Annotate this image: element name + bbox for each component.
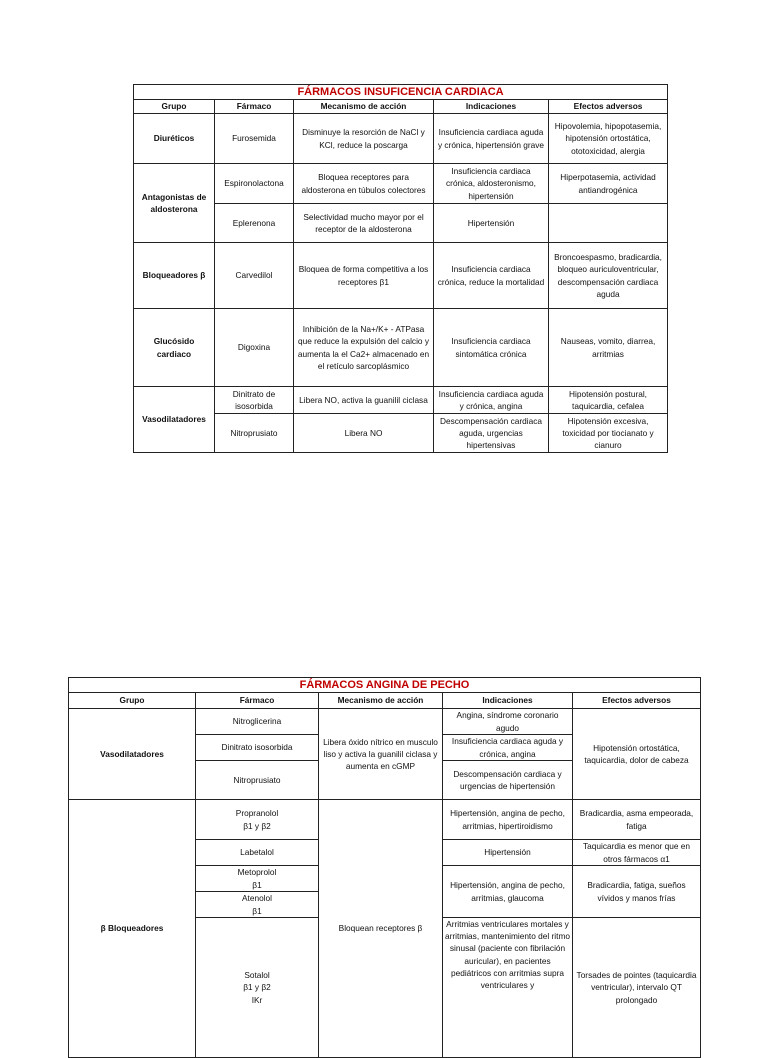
mechanism-cell: Inhibición de la Na+/K+ - ATPasa que reduce la expulsión del calcio y aumenta la el Ca2+ almacenado en el retículo sarcoplásmico	[294, 309, 434, 387]
header-efectos: Efectos adversos	[573, 693, 701, 709]
mechanism-cell: Libera óxido nítrico en musculo liso y activa la guanilil ciclasa y aumenta en cGMP	[319, 709, 443, 800]
drug-cell: Dinitrato de isosorbida	[215, 387, 294, 414]
indications-cell: Descompensación cardiaca y urgencias de hipertensión	[443, 761, 573, 800]
adverse-effects-cell: Bradicardia, asma empeorada, fatiga	[573, 800, 701, 840]
table-row	[134, 243, 668, 309]
table-row	[134, 387, 668, 414]
adverse-effects-cell: Taquicardia es menor que en otros fármacos α1	[573, 840, 701, 866]
table-row	[134, 164, 668, 204]
drug-cell: Espironolactona	[215, 164, 294, 204]
indications-cell: Insuficiencia cardiaca aguda y crónica, hipertensión grave	[434, 114, 549, 164]
drug-cell: Atenolol β1	[196, 892, 319, 918]
drug-cell: Carvedilol	[215, 243, 294, 309]
indications-cell: Insuficiencia cardiaca aguda y crónica, angina	[434, 387, 549, 414]
indications-cell: Insuficiencia cardiaca aguda y crónica, angina	[443, 735, 573, 761]
indications-cell: Hipertensión, angina de pecho, arritmias, glaucoma	[443, 866, 573, 918]
adverse-effects-cell: Nauseas, vomito, diarrea, arritmias	[549, 309, 668, 387]
mechanism-cell: Libera NO	[294, 414, 434, 453]
group-cell: Vasodilatadores	[134, 387, 215, 453]
table-row	[134, 414, 668, 453]
group-cell: Vasodilatadores	[69, 709, 196, 800]
adverse-effects-cell: Hipotensión postural, taquicardia, cefalea	[549, 387, 668, 414]
mechanism-cell: Disminuye la resorción de NaCl y KCl, reduce la poscarga	[294, 114, 434, 164]
mechanism-cell: Bloquea receptores para aldosterona en túbulos colectores	[294, 164, 434, 204]
drug-cell: Nitroprusiato	[215, 414, 294, 453]
adverse-effects-cell: Broncoespasmo, bradicardia, bloqueo auriculoventricular, descompensación cardiaca aguda	[549, 243, 668, 309]
adverse-effects-cell: Hipotensión excesiva, toxicidad por tiocianato y cianuro	[549, 414, 668, 453]
group-cell: Antagonistas de aldosterona	[134, 164, 215, 243]
indications-cell: Insuficiencia cardiaca sintomática crónica	[434, 309, 549, 387]
adverse-effects-cell: Bradicardia, fatiga, sueños vívidos y manos frías	[573, 866, 701, 918]
drug-cell: Propranolol β1 y β2	[196, 800, 319, 840]
header-grupo: Grupo	[134, 100, 215, 114]
indications-cell: Descompensación cardiaca aguda, urgencias hipertensivas	[434, 414, 549, 453]
drug-cell: Labetalol	[196, 840, 319, 866]
header-farmaco: Fármaco	[196, 693, 319, 709]
drug-cell: Eplerenona	[215, 204, 294, 243]
table-row	[69, 800, 701, 840]
drug-cell: Furosemida	[215, 114, 294, 164]
mechanism-cell: Bloquea de forma competitiva a los receptores β1	[294, 243, 434, 309]
group-cell: Bloqueadores β	[134, 243, 215, 309]
drug-cell: Nitroglicerina	[196, 709, 319, 735]
group-cell: Glucósido cardiaco	[134, 309, 215, 387]
table-title: FÁRMACOS ANGINA DE PECHO	[69, 678, 701, 693]
drug-cell: Sotalol β1 y β2 IKr	[196, 918, 319, 1058]
mechanism-cell: Libera NO, activa la guanilil ciclasa	[294, 387, 434, 414]
header-indicaciones: Indicaciones	[443, 693, 573, 709]
adverse-effects-cell	[549, 204, 668, 243]
adverse-effects-cell: Torsades de pointes (taquicardia ventricular), intervalo QT prolongado	[573, 918, 701, 1058]
table-row	[134, 114, 668, 164]
table-row	[69, 709, 701, 735]
indications-cell: Insuficiencia cardiaca crónica, aldosteronismo, hipertensión	[434, 164, 549, 204]
drug-cell: Dinitrato isosorbida	[196, 735, 319, 761]
header-mecanismo: Mecanismo de acción	[319, 693, 443, 709]
indications-cell: Angina, síndrome coronario agudo	[443, 709, 573, 735]
mechanism-cell: Bloquean receptores β	[319, 800, 443, 1058]
group-cell: Diuréticos	[134, 114, 215, 164]
table-row	[134, 309, 668, 387]
header-mecanismo: Mecanismo de acción	[294, 100, 434, 114]
adverse-effects-cell: Hiperpotasemia, actividad antiandrogénica	[549, 164, 668, 204]
header-farmaco: Fármaco	[215, 100, 294, 114]
indications-cell: Arritmias ventriculares mortales y arritmias, mantenimiento del ritmo sinusal (paciente con fibrilación auricular), en pacientes pediátricos con arritmias supra ventriculares y	[443, 918, 573, 1058]
adverse-effects-cell: Hipovolemia, hipopotasemia, hipotensión ortostática, ototoxicidad, alergia	[549, 114, 668, 164]
header-indicaciones: Indicaciones	[434, 100, 549, 114]
group-cell: β Bloqueadores	[69, 800, 196, 1058]
indications-cell: Hipertensión, angina de pecho, arritmias, hipertiroidismo	[443, 800, 573, 840]
indications-cell: Hipertensión	[443, 840, 573, 866]
angina-drugs-table	[68, 677, 701, 1058]
drug-cell: Nitroprusiato	[196, 761, 319, 800]
header-efectos: Efectos adversos	[549, 100, 668, 114]
indications-cell: Hipertensión	[434, 204, 549, 243]
adverse-effects-cell: Hipotensión ortostática, taquicardia, dolor de cabeza	[573, 709, 701, 800]
table-row	[134, 204, 668, 243]
drug-cell: Digoxina	[215, 309, 294, 387]
header-grupo: Grupo	[69, 693, 196, 709]
drug-cell: Metoprolol β1	[196, 866, 319, 892]
table-title: FÁRMACOS INSUFICENCIA CARDIACA	[134, 85, 668, 100]
heart-failure-drugs-table	[133, 84, 668, 453]
indications-cell: Insuficiencia cardiaca crónica, reduce la mortalidad	[434, 243, 549, 309]
mechanism-cell: Selectividad mucho mayor por el receptor de la aldosterona	[294, 204, 434, 243]
